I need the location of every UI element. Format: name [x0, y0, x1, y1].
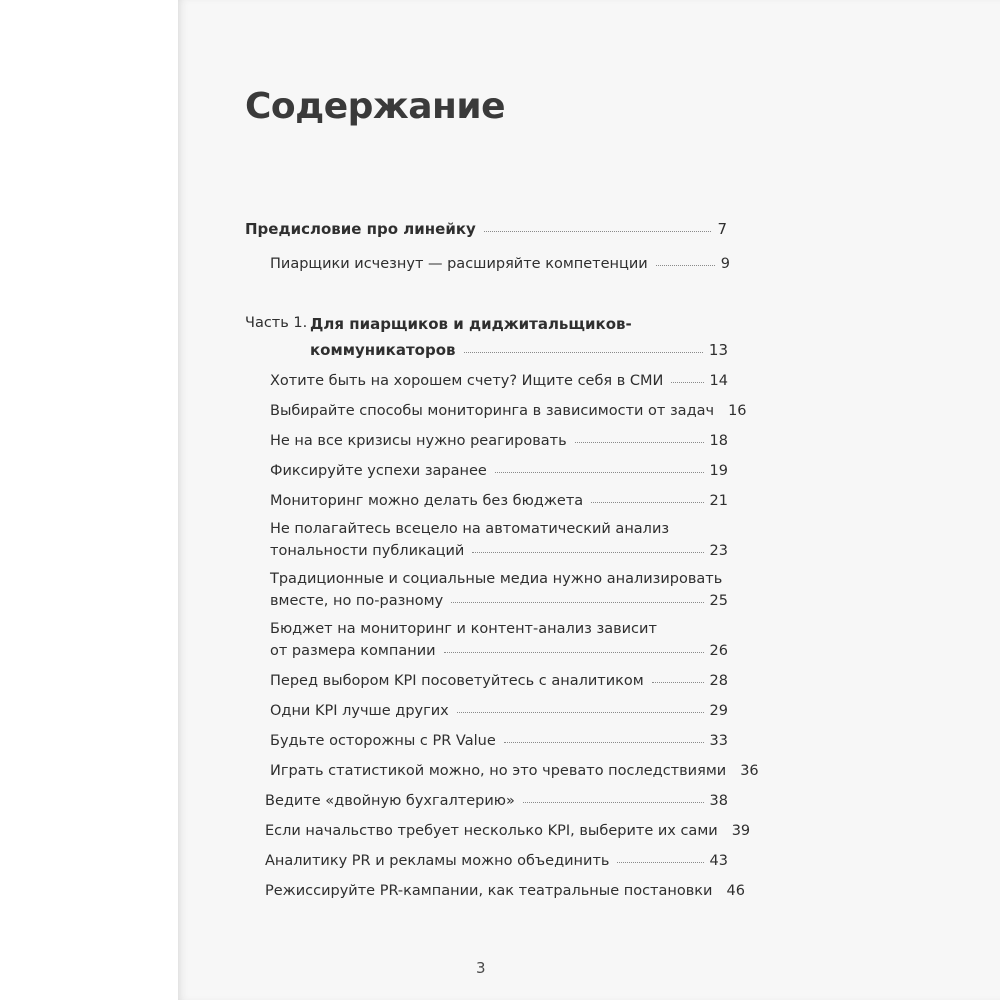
toc-entry-page: 36 — [740, 763, 759, 779]
toc-entry — [270, 543, 728, 559]
toc-entry-preface-sub — [270, 256, 730, 272]
toc-entry-title: Мониторинг можно делать без бюджета — [270, 493, 584, 509]
toc-entry — [265, 793, 728, 809]
part-title-line2: коммуникаторов — [310, 341, 456, 359]
toc-entry-title: Аналитику PR и рекламы можно объединить — [265, 853, 610, 869]
toc-leader-dots — [671, 382, 703, 383]
toc-leader-dots — [504, 742, 704, 743]
toc-entry-title: Будьте осторожны с PR Value — [270, 733, 496, 749]
toc-entry-title: Пиарщики исчезнут — расширяйте компетенции — [270, 256, 648, 272]
toc-entry-title: тональности публикаций — [270, 543, 465, 559]
toc-entry-page: 16 — [728, 403, 747, 419]
toc-entry-page: 19 — [709, 463, 728, 479]
toc-entry — [265, 853, 728, 869]
toc-entry-page: 23 — [709, 543, 728, 559]
toc-entry-page: 39 — [731, 823, 751, 839]
toc-entry-title-line1: Традиционные и социальные медиа нужно анализировать — [270, 571, 723, 587]
page-number: 3 — [476, 959, 486, 977]
toc-leader-dots — [652, 682, 704, 683]
toc-entry-title: вместе, но по-разному — [270, 593, 444, 609]
toc-entry-page: 21 — [709, 493, 728, 509]
toc-leader-dots — [464, 352, 703, 353]
toc-entry-page: 28 — [709, 673, 728, 689]
toc-leader-dots — [457, 712, 704, 713]
toc-entry — [270, 593, 728, 609]
toc-entry — [270, 493, 728, 509]
toc-leader-dots — [575, 442, 704, 443]
toc-entry — [270, 643, 728, 659]
toc-entry-page: 29 — [709, 703, 728, 719]
toc-entry-preface — [245, 220, 727, 238]
toc-leader-dots — [495, 472, 704, 473]
toc-entry-title: от размера компании — [270, 643, 436, 659]
toc-leader-dots — [617, 862, 703, 863]
toc-leader-dots — [484, 231, 712, 232]
toc-entry-page: 33 — [709, 733, 728, 749]
toc-entry-page: 26 — [709, 643, 728, 659]
toc-entry-title: Если начальство требует несколько KPI, выберите их сами — [265, 823, 718, 839]
toc-leader-dots — [444, 652, 704, 653]
toc-leader-dots — [451, 602, 703, 603]
toc-entry-title: Фиксируйте успехи заранее — [270, 463, 487, 479]
toc-leader-dots — [656, 265, 715, 266]
page-title: Содержание — [245, 86, 506, 127]
toc-entry-title: Ведите «двойную бухгалтерию» — [265, 793, 515, 809]
toc-entry-part1 — [310, 341, 728, 359]
toc-entry-page: 18 — [709, 433, 728, 449]
toc-entry-title-line1: Не полагайтесь всецело на автоматический анализ — [270, 521, 670, 537]
part-label: Часть 1. — [245, 315, 308, 331]
toc-leader-dots — [591, 502, 703, 503]
toc-entry-page: 38 — [709, 793, 728, 809]
toc-entry-title: Перед выбором KPI посоветуйтесь с аналитиком — [270, 673, 644, 689]
toc-entry — [270, 673, 728, 689]
toc-entry-page: 7 — [717, 220, 727, 238]
toc-entry-title-line1: Бюджет на мониторинг и контент-анализ зависит — [270, 621, 657, 637]
toc-entry-title: Выбирайте способы мониторинга в зависимости от задач — [270, 403, 715, 419]
toc-entry-title: Хотите быть на хорошем счету? Ищите себя в СМИ — [270, 373, 664, 389]
toc-entry-page: 9 — [720, 256, 730, 272]
toc-entry-title: Играть статистикой можно, но это чревато последствиями — [270, 763, 727, 779]
toc-entry-title: Режиссируйте PR-кампании, как театральные постановки — [265, 883, 713, 899]
toc-entry — [270, 463, 728, 479]
toc-entry-page: 25 — [709, 593, 728, 609]
toc-leader-dots — [472, 552, 703, 553]
toc-entry — [270, 373, 728, 389]
toc-entry — [270, 733, 728, 749]
toc-entry — [270, 703, 728, 719]
toc-entry-page: 14 — [709, 373, 728, 389]
toc-entry — [270, 763, 759, 779]
toc-entry-page: 46 — [726, 883, 745, 899]
toc-entry — [270, 403, 747, 419]
toc-entry-title: Одни KPI лучше других — [270, 703, 449, 719]
toc-leader-dots — [523, 802, 704, 803]
toc-entry-page: 13 — [708, 341, 728, 359]
toc-entry — [270, 433, 728, 449]
toc-entry-page: 43 — [709, 853, 728, 869]
toc-entry-title: Предисловие про линейку — [245, 220, 476, 238]
toc-entry — [265, 883, 745, 899]
toc-entry-title: Не на все кризисы нужно реагировать — [270, 433, 567, 449]
part-title-line1: Для пиарщиков и диджитальщиков- — [310, 315, 632, 333]
toc-entry — [265, 823, 751, 839]
